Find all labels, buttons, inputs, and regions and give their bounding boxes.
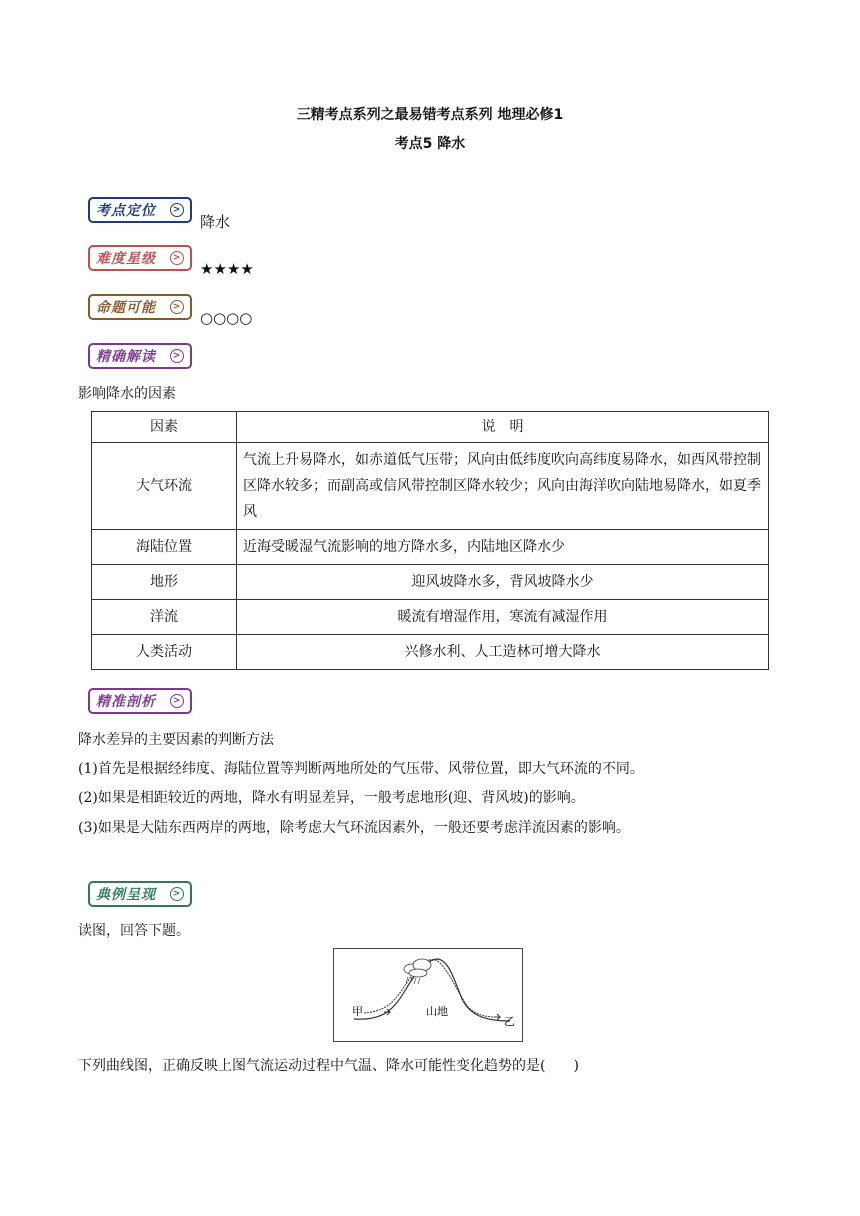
position-value: 降水 [200, 213, 231, 231]
mountain-airflow-figure [333, 948, 523, 1042]
table-cell-factor: 洋流 [92, 600, 237, 635]
badge-analysis [88, 688, 192, 714]
series-title: 三精考点系列之最易错考点系列 地理必修1 [296, 107, 564, 123]
arrow-circle-icon: > [170, 300, 184, 314]
arrow-circle-icon: > [170, 349, 184, 363]
badge-position-label: 考点定位 [96, 203, 156, 219]
table-cell-factor: 海陆位置 [92, 530, 237, 565]
table-cell-factor: 大气环流 [92, 443, 237, 530]
label-start: 甲 [352, 1005, 363, 1018]
badge-example [88, 881, 192, 907]
badge-difficulty [88, 245, 192, 271]
table-header-description: 说 明 [237, 412, 769, 443]
badge-difficulty-label: 难度星级 [96, 251, 156, 267]
arrow-right-icon [494, 1014, 500, 1020]
badge-example-label: 典例呈现 [96, 887, 156, 903]
probability-circles: ○○○○ [200, 309, 253, 327]
reading-intro: 影响降水的因素 [78, 386, 176, 402]
arrow-circle-icon: > [170, 694, 184, 708]
arrow-circle-icon: > [170, 887, 184, 901]
table-row [92, 530, 769, 565]
table-cell-description: 兴修水利、人工造林可增大降水 [237, 635, 769, 670]
analysis-point: (1)首先是根据经纬度、海陆位置等判断两地所处的气压带、风带位置，即大气环流的不同。 [78, 761, 644, 777]
table-cell-description: 气流上升易降水，如赤道低气压带；风向由低纬度吹向高纬度易降水，如西风带控制区降水较多；而副高或信风带控制区降水较少；风向由海洋吹向陆地易降水，如夏季风 [237, 443, 769, 530]
badge-probability [88, 294, 192, 320]
analysis-heading: 降水差异的主要因素的判断方法 [78, 732, 274, 748]
arrow-circle-icon: > [170, 203, 184, 217]
analysis-point: (2)如果是相距较近的两地，降水有明显差异，一般考虑地形(迎、背风坡)的影响。 [78, 790, 585, 806]
table-cell-description: 迎风坡降水多，背风坡降水少 [237, 565, 769, 600]
table-header-factor: 因素 [92, 412, 237, 443]
table-row [92, 565, 769, 600]
table-cell-description: 近海受暖湿气流影响的地方降水多，内陆地区降水少 [237, 530, 769, 565]
cloud-icon [404, 959, 431, 977]
badge-reading [88, 343, 192, 369]
factors-table [91, 411, 769, 670]
table-row [92, 635, 769, 670]
table-cell-factor: 人类活动 [92, 635, 237, 670]
topic-title: 考点5 降水 [394, 136, 466, 152]
analysis-point: (3)如果是大陆东西两岸的两地，除考虑大气环流因素外，一般还要考虑洋流因素的影响。 [78, 820, 630, 836]
table-row [92, 443, 769, 530]
label-end: 乙 [504, 1015, 515, 1028]
table-header-row [92, 412, 769, 443]
table-cell-description: 暖流有增湿作用，寒流有减湿作用 [237, 600, 769, 635]
badge-position [88, 197, 192, 223]
badge-analysis-label: 精准剖析 [96, 694, 156, 710]
example-question: 下列曲线图，正确反映上图气流运动过程中气温、降水可能性变化趋势的是( ) [78, 1058, 579, 1074]
table-row [92, 600, 769, 635]
difficulty-stars: ★★★★ [200, 260, 254, 278]
table-cell-factor: 地形 [92, 565, 237, 600]
arrow-circle-icon: > [170, 251, 184, 265]
badge-reading-label: 精确解读 [96, 349, 156, 365]
example-intro: 读图，回答下题。 [78, 923, 190, 939]
mountain-diagram [334, 949, 522, 1041]
badge-probability-label: 命题可能 [96, 300, 156, 316]
label-mountain: 山地 [426, 1005, 448, 1018]
